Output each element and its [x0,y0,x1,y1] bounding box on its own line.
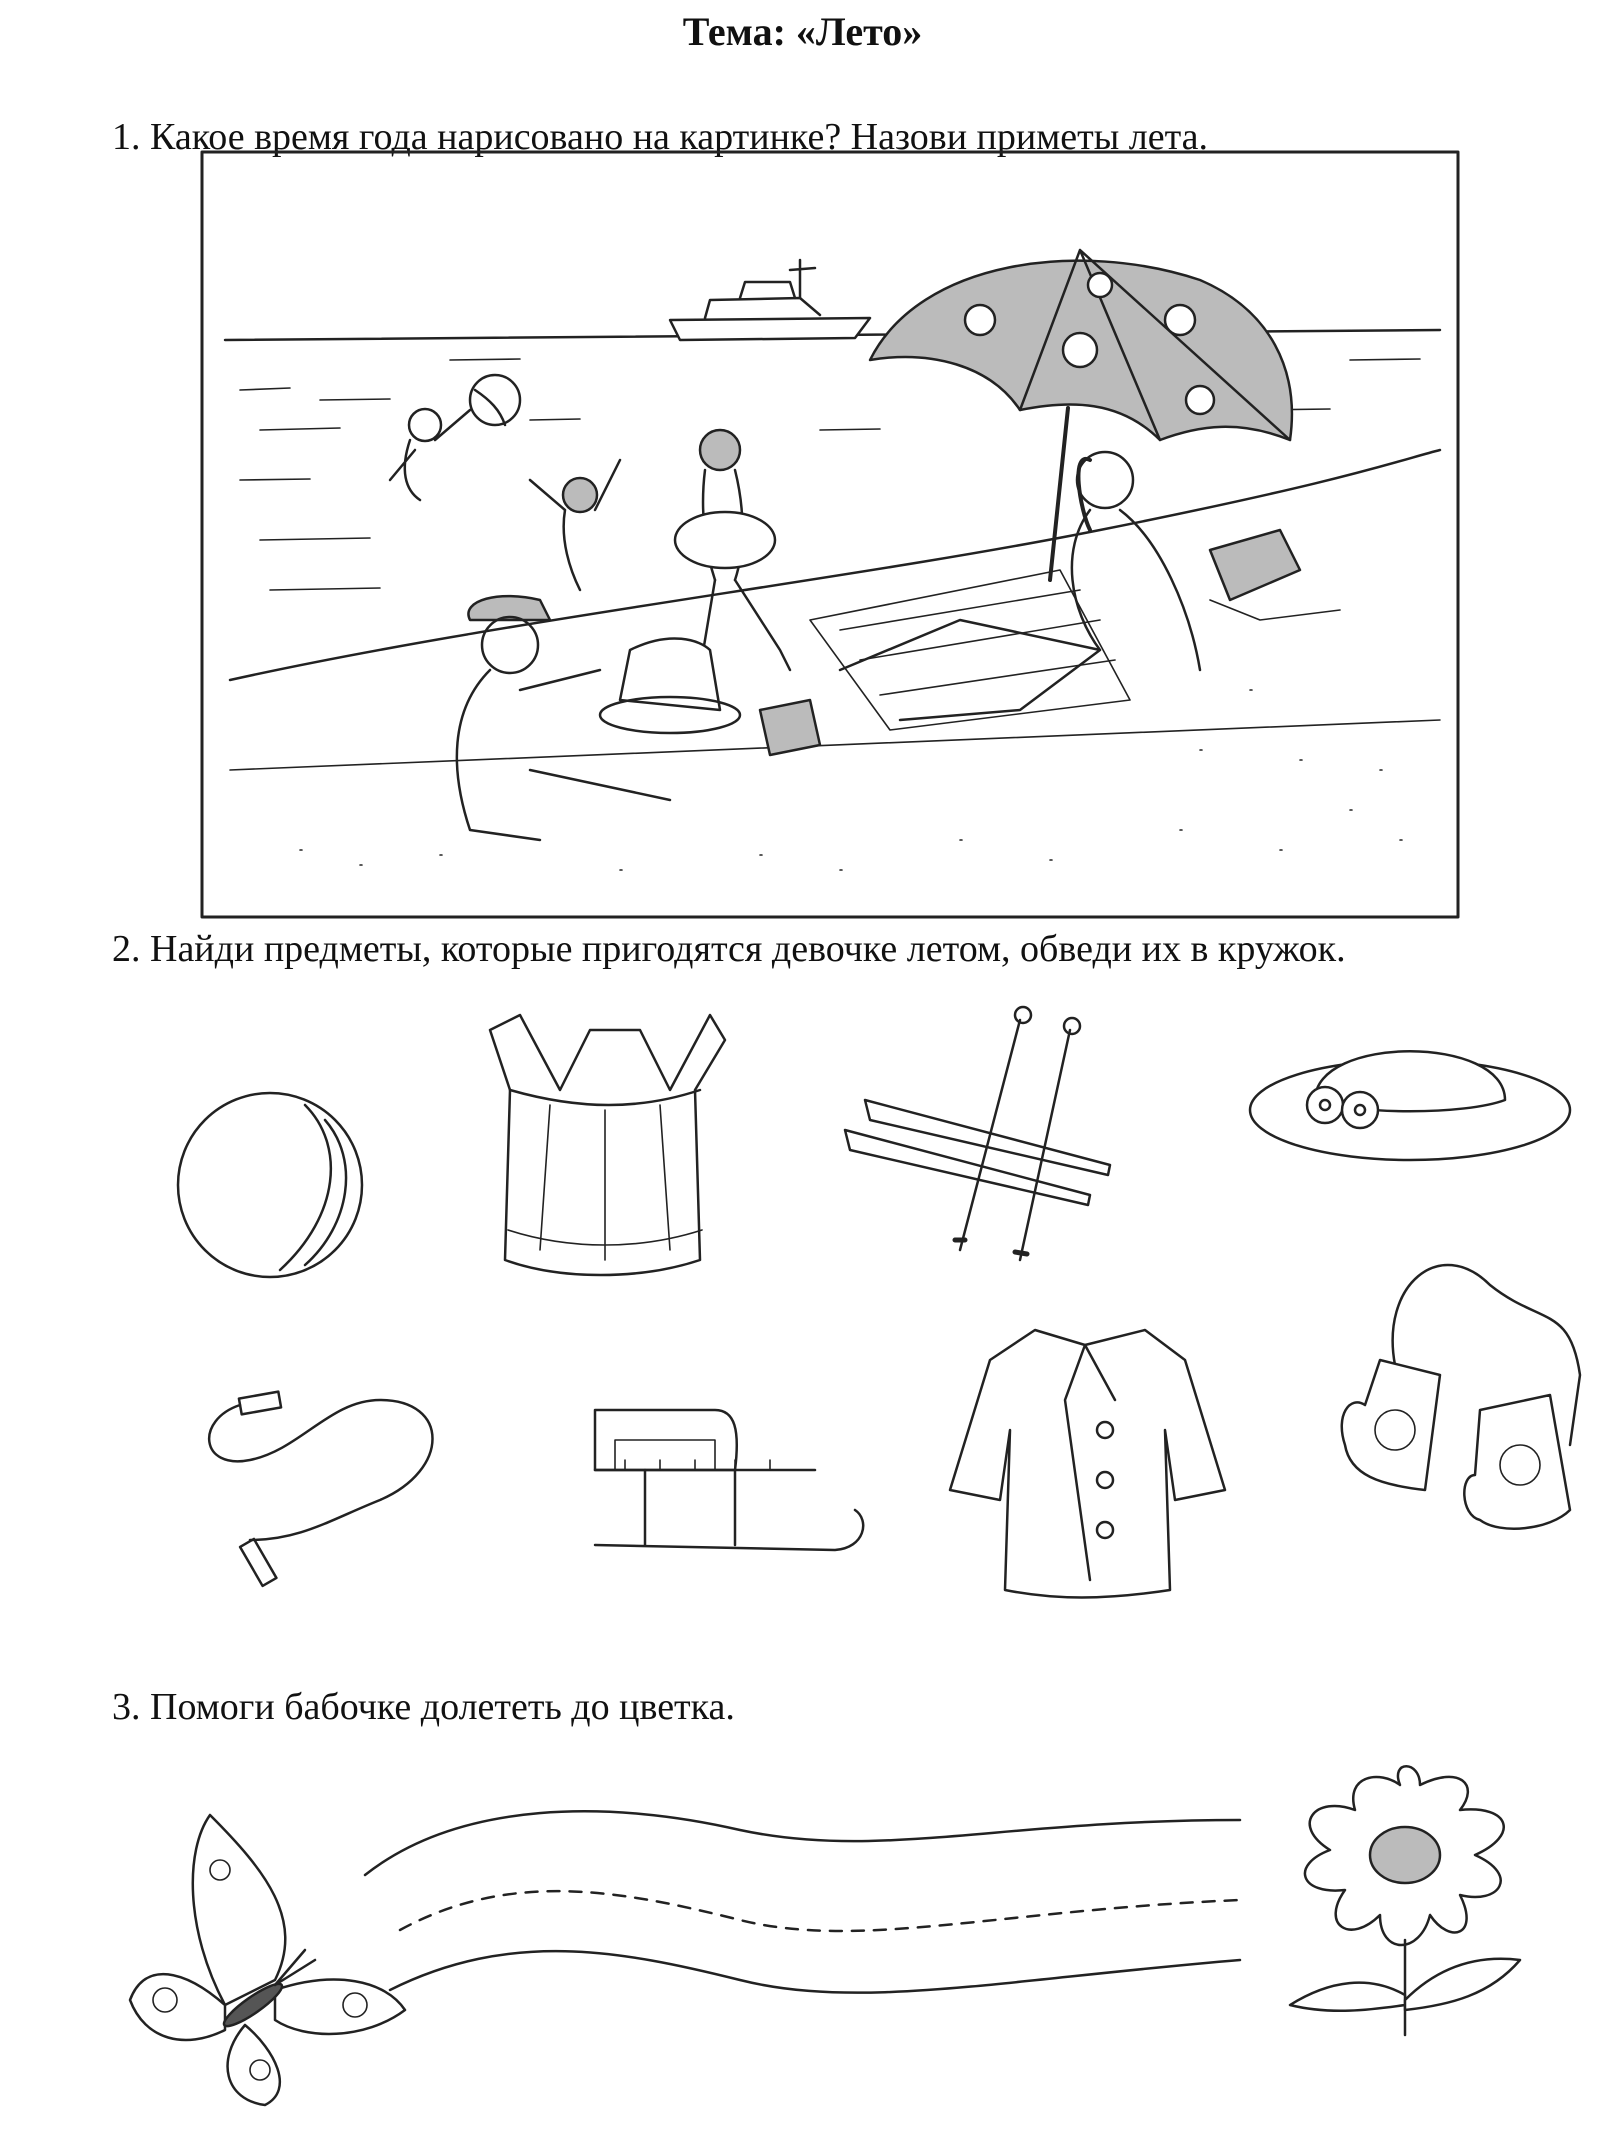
sundress-icon[interactable] [480,1010,730,1300]
child-with-swim-ring [675,430,790,670]
sled-icon[interactable] [585,1400,875,1570]
task-2-text: 2. Найди предметы, которые пригодятся девочке летом, обведи их в кружок. [112,928,1346,970]
task-1-text: 1. Какое время года нарисовано на картинке? Назови приметы лета. [112,116,1209,158]
ball-icon[interactable] [170,1085,370,1285]
boy-building-sandcastle [457,596,820,840]
jump-rope-icon[interactable] [190,1390,470,1600]
task-3-text: 3. Помоги бабочке долететь до цветка. [112,1686,735,1728]
sunhat-icon[interactable] [1245,1015,1575,1165]
maze-path [360,1760,1240,2020]
woman-sunbathing [810,452,1340,730]
page-title: Тема: «Лето» [682,9,923,54]
skis-icon[interactable] [840,1000,1130,1280]
beach-scene-illustration [200,150,1460,920]
beach-umbrella-icon [870,250,1292,580]
ship-icon [670,260,870,340]
flower-icon [1260,1765,1540,2050]
mittens-icon[interactable] [1320,1245,1600,1545]
children-playing-ball [390,375,620,590]
fur-coat-icon[interactable] [945,1320,1235,1600]
